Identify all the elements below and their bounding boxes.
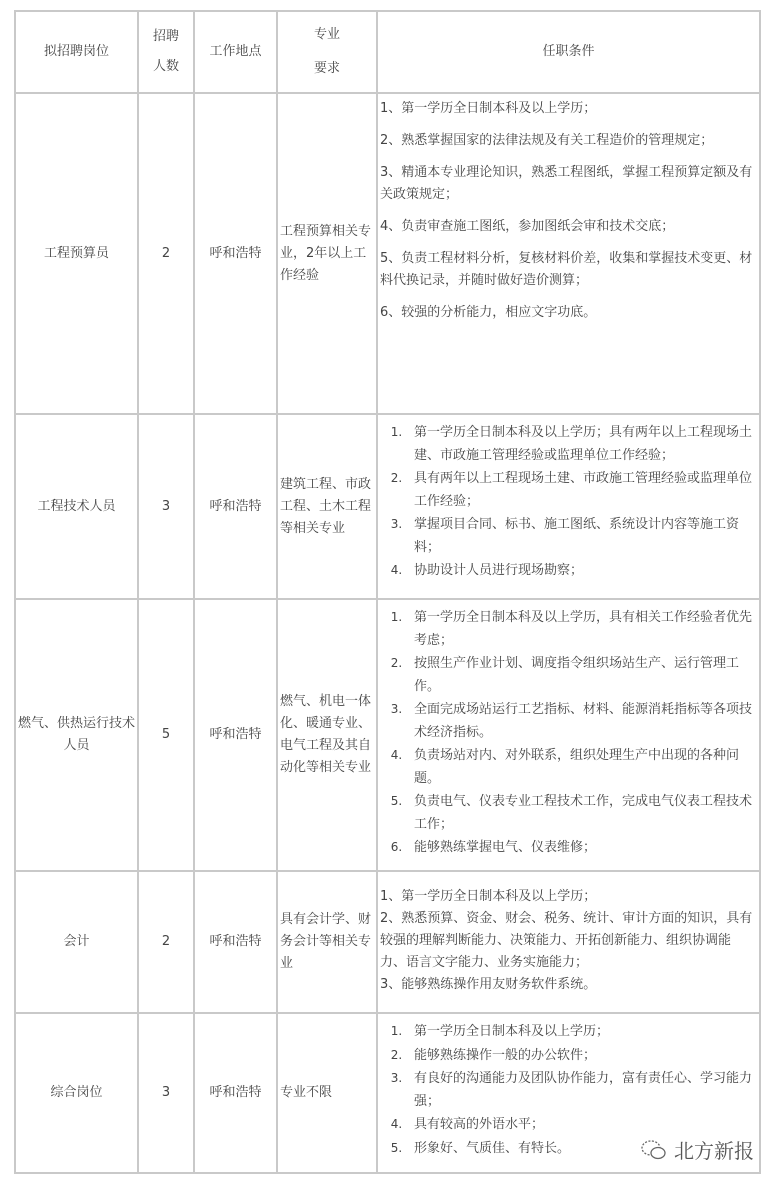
condition-item: 4. 协助设计人员进行现场勘察；	[406, 559, 755, 583]
watermark	[640, 1135, 754, 1164]
location-cell: 呼和浩特	[194, 93, 277, 414]
table-row	[15, 93, 760, 414]
major-cell: 燃气、机电一体化、暖通专业、电气工程及其自动化等相关专业	[277, 599, 377, 871]
header-row	[15, 11, 760, 93]
condition-item: 6、较强的分析能力，相应文字功底。	[380, 305, 597, 320]
header-major: 专业 要求	[277, 11, 377, 93]
conditions-cell	[377, 599, 760, 871]
condition-item: 4、负责审查施工图纸，参加图纸会审和技术交底；	[380, 219, 675, 234]
header-position	[15, 11, 138, 93]
recruitment-table	[14, 10, 761, 1174]
header-conditions: 任职条件	[377, 11, 760, 93]
wechat-icon	[640, 1139, 668, 1161]
condition-item: 1、第一学历全日制本科及以上学历；	[380, 101, 597, 116]
conditions-list	[380, 606, 755, 860]
header-count: 招聘 人数	[138, 11, 194, 93]
count-cell: 5	[138, 599, 194, 871]
condition-item: 1. 第一学历全日制本科及以上学历；	[406, 1020, 755, 1044]
major-cell: 专业不限	[277, 1013, 377, 1173]
position-cell: 燃气、供热运行技术人员	[15, 599, 138, 871]
conditions-cell	[377, 871, 760, 1013]
count-cell: 3	[138, 414, 194, 599]
condition-item: 2. 按照生产作业计划、调度指令组织场站生产、运行管理工作。	[406, 652, 755, 698]
major-cell: 工程预算相关专业，2年以上工作经验	[277, 93, 377, 414]
condition-item: 3. 有良好的沟通能力及团队协作能力，富有责任心、学习能力强；	[406, 1067, 755, 1113]
table-row	[15, 599, 760, 871]
location-cell: 呼和浩特	[194, 414, 277, 599]
conditions-cell	[377, 414, 760, 599]
conditions-list	[380, 886, 755, 996]
condition-item: 5. 形象好、气质佳、有特长。	[406, 1137, 755, 1161]
condition-item: 2、熟悉掌握国家的法律法规及有关工程造价的管理规定；	[380, 133, 714, 148]
location-cell: 呼和浩特	[194, 871, 277, 1013]
condition-item: 6. 能够熟练掌握电气、仪表维修；	[406, 836, 755, 860]
condition-item: 4. 负责场站对内、对外联系，组织处理生产中出现的各种问题。	[406, 744, 755, 790]
condition-item: 4. 具有较高的外语水平；	[406, 1113, 755, 1137]
location-cell: 呼和浩特	[194, 599, 277, 871]
conditions-cell	[377, 93, 760, 414]
major-cell: 具有会计学、财务会计等相关专业	[277, 871, 377, 1013]
condition-item: 1. 第一学历全日制本科及以上学历，具有相关工作经验者优先考虑；	[406, 606, 755, 652]
table-row	[15, 414, 760, 599]
count-cell: 3	[138, 1013, 194, 1173]
condition-item: 2、熟悉预算、资金、财会、税务、统计、审计方面的知识，具有较强的理解判断能力、决策能力、开拓创新能力、组织协调能力、语言文字能力、业务实施能力；	[380, 911, 753, 970]
condition-item: 2. 能够熟练操作一般的办公软件；	[406, 1044, 755, 1068]
table-row	[15, 871, 760, 1013]
location-cell: 呼和浩特	[194, 1013, 277, 1173]
condition-item: 5. 负责电气、仪表专业工程技术工作，完成电气仪表工程技术工作；	[406, 790, 755, 836]
condition-item: 3. 全面完成场站运行工艺指标、材料、能源消耗指标等各项技术经济指标。	[406, 698, 755, 744]
condition-item: 1、第一学历全日制本科及以上学历；	[380, 889, 597, 904]
position-cell: 会计	[15, 871, 138, 1013]
conditions-list	[380, 421, 755, 583]
header-location: 工作地点	[194, 11, 277, 93]
conditions-list	[380, 98, 755, 324]
header-label: 拟招聘岗位	[43, 44, 109, 59]
count-cell: 2	[138, 871, 194, 1013]
major-cell: 建筑工程、市政工程、土木工程等相关专业	[277, 414, 377, 599]
condition-item: 3、精通本专业理论知识，熟悉工程图纸，掌握工程预算定额及有关政策规定；	[380, 165, 753, 202]
condition-item: 3、能够熟练操作用友财务软件系统。	[380, 977, 597, 992]
position-cell: 工程预算员	[15, 93, 138, 414]
position-cell: 综合岗位	[15, 1013, 138, 1173]
position-cell: 工程技术人员	[15, 414, 138, 599]
condition-item: 3. 掌握项目合同、标书、施工图纸、系统设计内容等施工资料；	[406, 513, 755, 559]
watermark-text: 北方新报	[674, 1139, 754, 1163]
condition-item: 5、负责工程材料分析，复核材料价差，收集和掌握技术变更、材料代换记录，并随时做好造价测算；	[380, 251, 753, 288]
condition-item: 2. 具有两年以上工程现场土建、市政施工管理经验或监理单位工作经验；	[406, 467, 755, 513]
count-cell: 2	[138, 93, 194, 414]
condition-item: 1. 第一学历全日制本科及以上学历；具有两年以上工程现场土建、市政施工管理经验或监理单位工作经验；	[406, 421, 755, 467]
